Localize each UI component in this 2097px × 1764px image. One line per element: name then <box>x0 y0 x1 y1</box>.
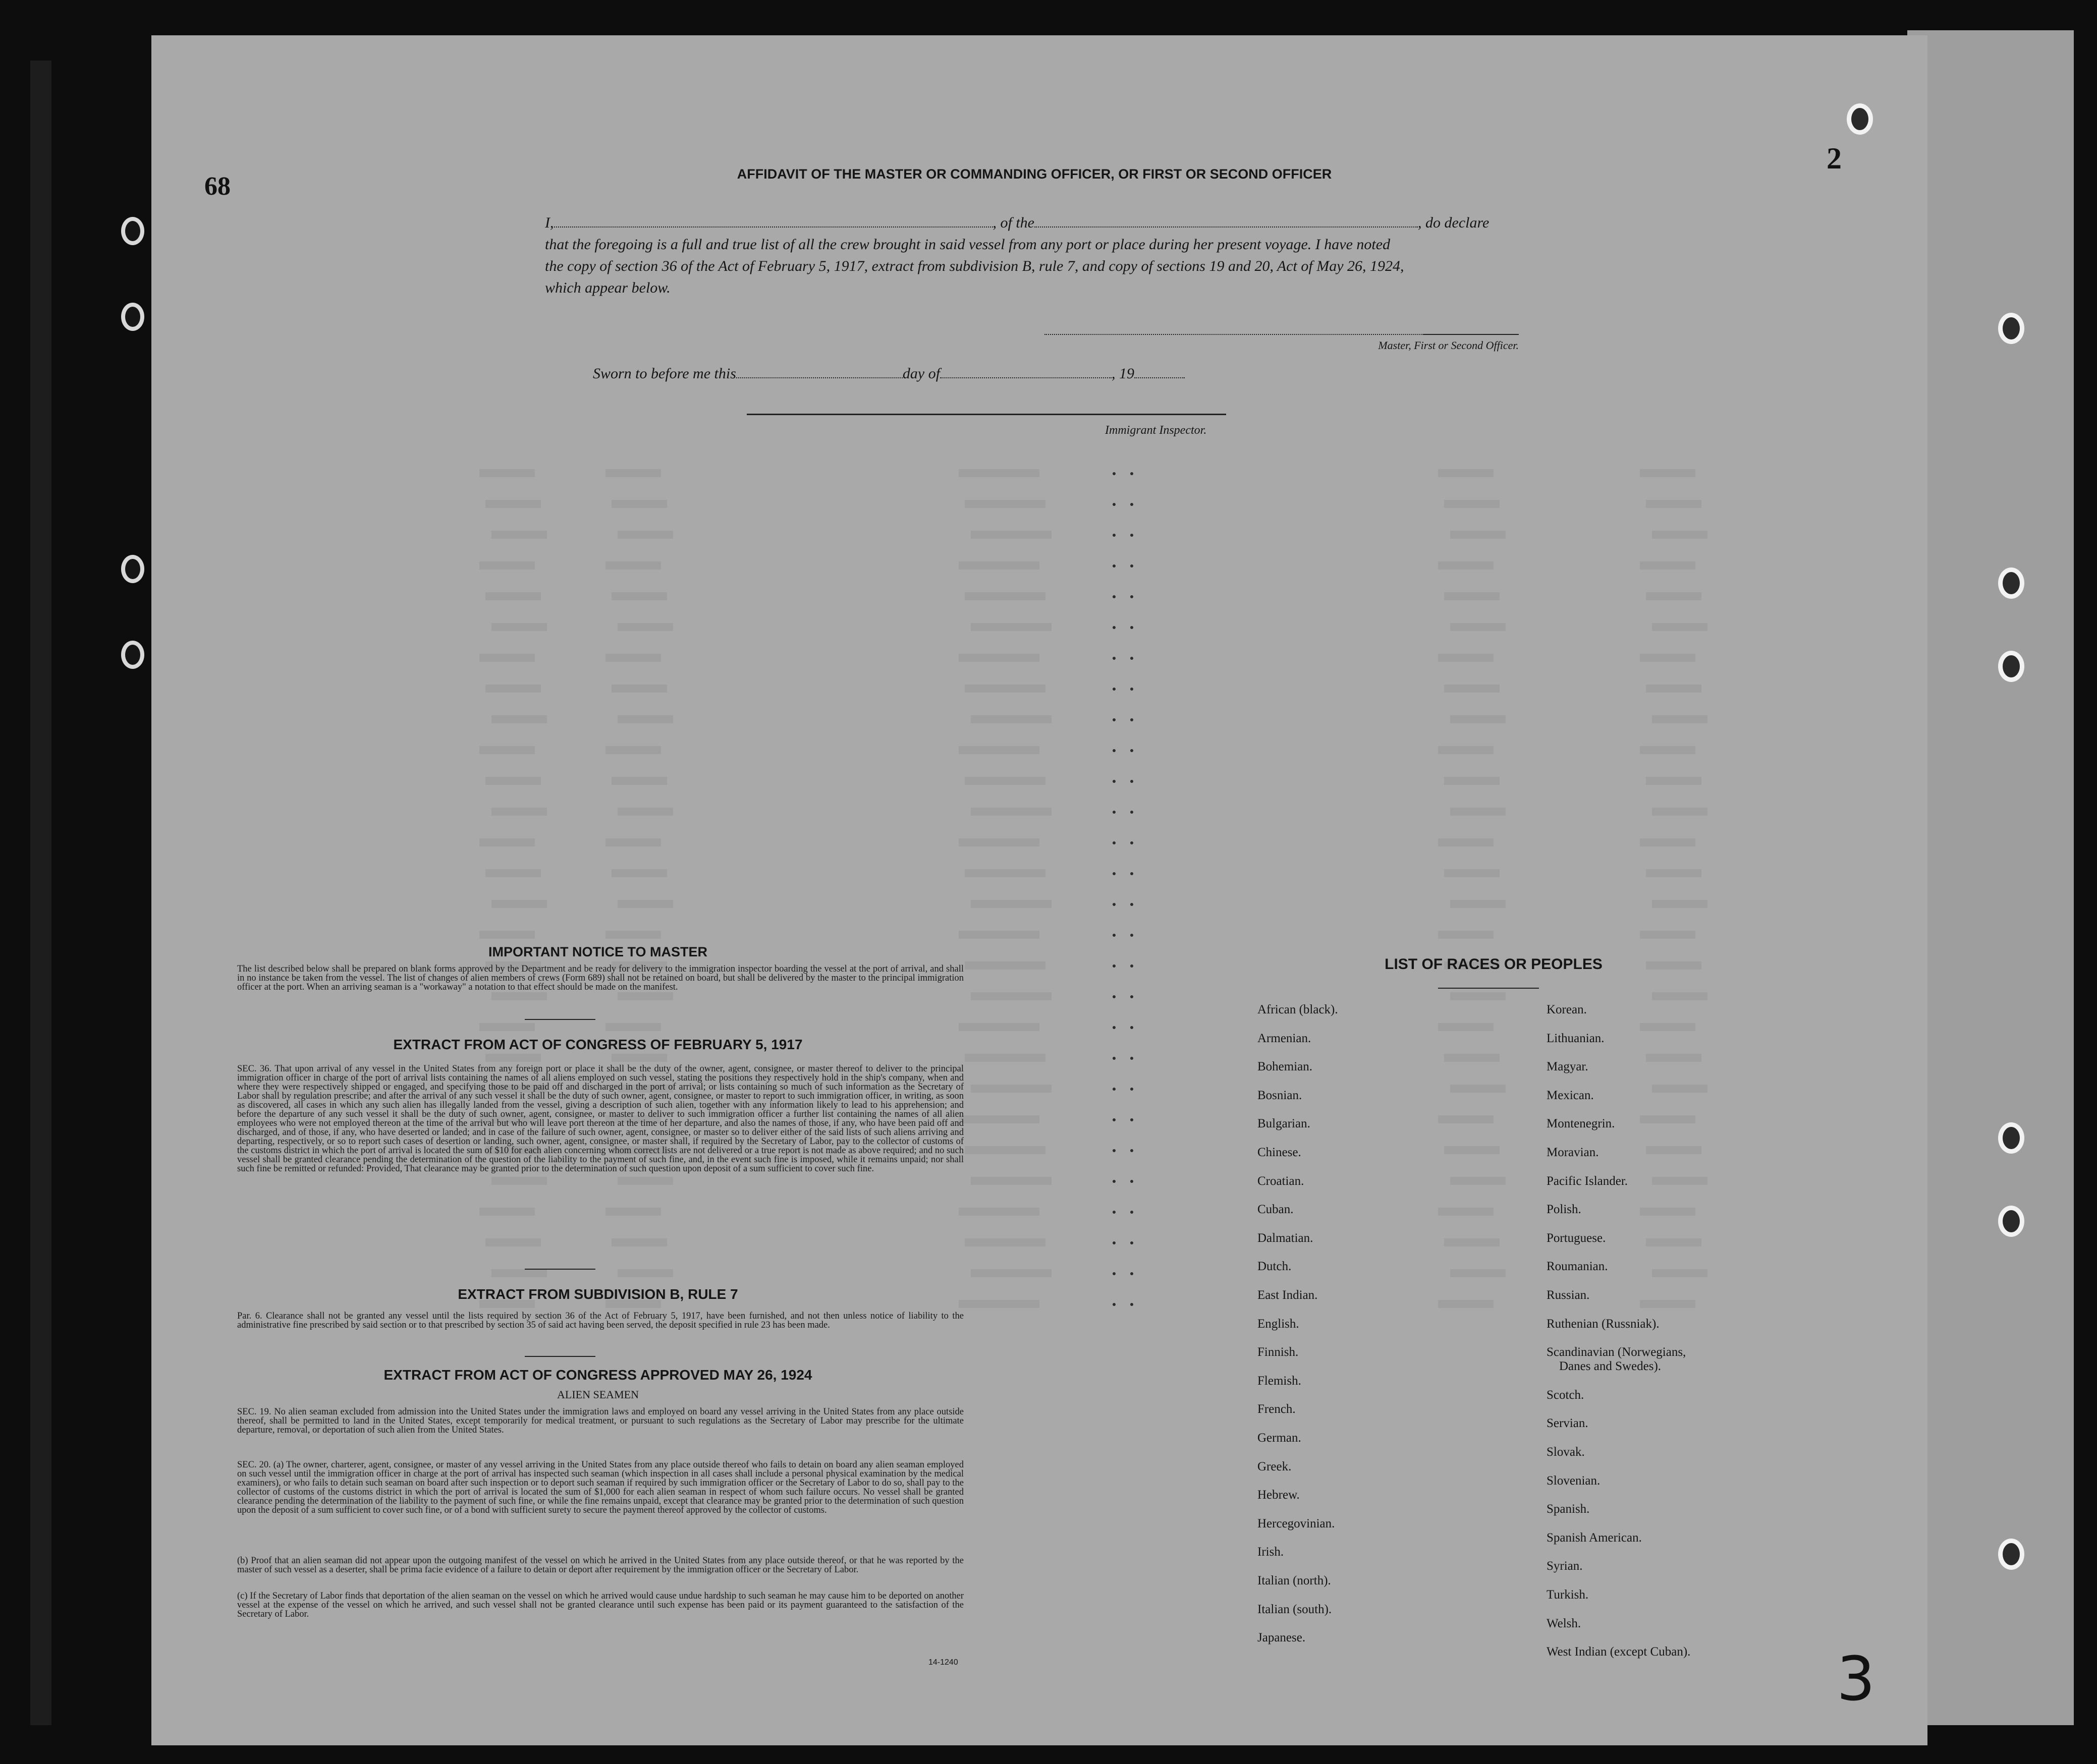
bleed-through-mark <box>1450 623 1506 631</box>
bleed-through-mark <box>479 561 535 570</box>
race-item: West Indian (except Cuban). <box>1547 1645 1691 1659</box>
extract-1924-title: EXTRACT FROM ACT OF CONGRESS APPROVED MAY 26, 1924 <box>383 1367 812 1383</box>
punch-hole <box>1998 651 2024 682</box>
bleed-through-mark <box>618 1177 673 1185</box>
column-dot <box>1130 718 1133 721</box>
bleed-through-mark <box>1652 1269 1707 1277</box>
bleed-through-mark <box>965 1054 1045 1062</box>
race-item: Moravian. <box>1547 1146 1599 1159</box>
column-dot <box>1130 626 1133 629</box>
column-dot <box>1130 657 1133 660</box>
extract-1917-body: SEC. 36. That upon arrival of any vessel in the United States from any foreign port or place it shall be the duty of the owner, agent, consignee, or master thereof to deliver to the principal immigration officer in charge of the port of arrival lists containing the names of all aliens employed on such vessel, stating the positions they respectively hold in the ship's company, when and where they were respectively shipped or engaged, and specifying those to be paid off and discharged in the port of arrival; or lists containing so much of such information as the Secretary of Labor shall by regulation prescribe; and after the arrival of any such vessel it shall be the duty of such owner, agent, consignee, or master to report to such immigration officer, in writing, as soon as discovered, all cases in which any such alien has illegally landed from the vessel, giving a description of such alien, together with any information likely to lead to his apprehension; and before the departure of any such vessel it shall be the duty of such owner, agent, consignee, or master to deliver to such immigration officer a further list containing the names of all alien employees who were not employed thereon at the time of the arrival but who will leave port thereon at the time of her departure, and also the names of those, if any, who have been paid off and discharged, and of those, if any, who have deserted or landed; and in case of the failure of such owner, agent, consignee, or master so to deliver either of the said lists of such aliens arriving and departing, respectively, or so to report such cases of desertion or landing, such owner, agent, consignee, or master shall, if required by the Secretary of Labor, pay to the collector of customs of the customs district in which the port of arrival is located the sum of $10 for each alien concerning whom correct lists are not delivered or a true report is not made as above required; and no such vessel shall be granted clearance pending the determination of the question of the liability to the payment of such fine, and, in the event such fine is imposed, while it remains unpaid; nor shall such fine be remitted or refunded: Provided, That clearance may be granted prior to the determination of such question upon deposit of a sum sufficient to cover such fine. <box>237 1064 964 1174</box>
column-dot <box>1113 934 1116 937</box>
column-dot <box>1113 718 1116 721</box>
column-dot <box>1130 1180 1133 1183</box>
column-dot <box>1130 1149 1133 1152</box>
bleed-through-mark <box>1450 715 1506 723</box>
race-item: Mexican. <box>1547 1088 1594 1102</box>
bleed-through-mark <box>618 715 673 723</box>
bleed-through-mark <box>1450 808 1506 816</box>
bleed-through-mark <box>1646 1054 1701 1062</box>
notice-body: The list described below shall be prepared on blank forms approved by the Department and be ready for delivery to the immigration inspector boarding the vessel at the port of arrival, and shall in no instance be taken from the vessel. The list of changes of alien members of crews (Form 689) shall not be retained on board, but shall be delivered by the master to the principal immigration officer at the port. When an arriving seaman is a "workaway" a notation to that effect should be made on the manifest. <box>237 964 964 992</box>
column-dot <box>1130 534 1133 537</box>
column-dot <box>1130 1211 1133 1214</box>
column-dot <box>1130 780 1133 783</box>
punch-hole <box>1998 1122 2024 1154</box>
column-dot <box>1113 1149 1116 1152</box>
bleed-through-mark <box>1640 838 1695 846</box>
bleed-through-mark <box>959 1115 1039 1123</box>
bleed-through-mark <box>612 1054 667 1062</box>
binder-ring <box>121 641 144 669</box>
races-list-title: LIST OF RACES OR PEOPLES <box>1385 956 1603 973</box>
bleed-through-mark <box>479 931 535 939</box>
bleed-through-mark <box>605 931 661 939</box>
punch-hole <box>1847 103 1873 135</box>
binder-ring <box>121 217 144 245</box>
bleed-through-mark <box>959 838 1039 846</box>
race-item: Chinese. <box>1257 1146 1301 1159</box>
race-item: Bosnian. <box>1257 1088 1302 1102</box>
affidavit-line-3: the copy of section 36 of the Act of February 5, 1917, extract from subdivision B, rule 7, and copy of sections 19 and 20, Act of May 26, 1924, <box>545 258 1404 274</box>
bleed-through-mark <box>1646 685 1701 693</box>
page-mark-corner: 3 <box>1837 1644 1875 1715</box>
column-dot <box>1130 1057 1133 1060</box>
race-item: Lithuanian. <box>1547 1031 1605 1045</box>
column-dot <box>1113 534 1116 537</box>
column-dot <box>1113 811 1116 814</box>
column-dot <box>1130 1118 1133 1121</box>
month-blank <box>940 364 1112 378</box>
column-dot <box>1130 595 1133 598</box>
affidavit-line-1: I, , of the , do declare <box>545 214 1489 231</box>
race-item: Pacific Islander. <box>1547 1174 1628 1188</box>
column-dot <box>1113 503 1116 506</box>
bleed-through-mark <box>612 869 667 877</box>
bleed-through-mark <box>959 561 1039 570</box>
column-dot <box>1113 564 1116 567</box>
bleed-through-mark <box>1652 531 1707 539</box>
bleed-through-mark <box>605 838 661 846</box>
sworn-line: Sworn to before me this day of , 19 <box>593 364 1185 382</box>
bleed-through-mark <box>971 715 1052 723</box>
bleed-through-mark <box>491 623 547 631</box>
bleed-through-mark <box>618 808 673 816</box>
race-item: Hebrew. <box>1257 1488 1300 1502</box>
column-dot <box>1113 1180 1116 1183</box>
bleed-through-mark <box>1444 592 1500 600</box>
column-dot <box>1130 1272 1133 1275</box>
bleed-through-mark <box>1652 808 1707 816</box>
column-dot <box>1113 1241 1116 1244</box>
bleed-through-mark <box>1450 1177 1506 1185</box>
divider <box>1438 988 1539 989</box>
race-item: Danes and Swedes). <box>1559 1359 1662 1374</box>
bleed-through-mark <box>1640 561 1695 570</box>
bleed-through-mark <box>1444 685 1500 693</box>
column-dot <box>1130 1026 1133 1029</box>
bleed-through-mark <box>1438 654 1494 662</box>
page-mark-right: 2 <box>1827 142 1842 175</box>
bleed-through-mark <box>965 777 1045 785</box>
bleed-through-mark <box>1652 900 1707 908</box>
punch-hole <box>1998 313 2024 344</box>
column-dot <box>1130 1088 1133 1091</box>
column-dot <box>1130 995 1133 998</box>
race-item: English. <box>1257 1317 1299 1331</box>
race-item: Greek. <box>1257 1459 1292 1473</box>
race-item: French. <box>1257 1402 1296 1416</box>
bleed-through-mark <box>971 992 1052 1000</box>
bleed-through-mark <box>605 1023 661 1031</box>
sec-20b-text: (b) Proof that an alien seaman did not appear upon the outgoing manifest of the vessel on which he arrived in the United States from any place outside thereof, or that he was reported by the master of such vessel as a deserter, shall be prima facie evidence of a failure to detain or deport after requirement by the immigration officer or the Secretary of Labor. <box>237 1556 964 1575</box>
column-dot <box>1130 841 1133 844</box>
bleed-through-mark <box>612 592 667 600</box>
column-dot <box>1113 657 1116 660</box>
bleed-through-mark <box>959 1208 1039 1216</box>
column-dot <box>1130 1241 1133 1244</box>
divider <box>525 1019 595 1020</box>
column-dot <box>1113 1303 1116 1306</box>
vessel-blank <box>1034 213 1418 227</box>
column-dot <box>1113 749 1116 752</box>
race-item: Servian. <box>1547 1416 1588 1431</box>
race-item: Ruthenian (Russniak). <box>1547 1317 1660 1331</box>
bleed-through-mark <box>1640 1115 1695 1123</box>
column-dot <box>1113 903 1116 906</box>
extract-1924-subtitle: ALIEN SEAMEN <box>557 1388 639 1401</box>
race-item: Magyar. <box>1547 1060 1588 1074</box>
bleed-through-mark <box>485 685 541 693</box>
bleed-through-mark <box>1640 931 1695 939</box>
bleed-through-mark <box>491 531 547 539</box>
bleed-through-mark <box>479 838 535 846</box>
bleed-through-mark <box>965 1238 1045 1246</box>
bleed-through-mark <box>1438 931 1494 939</box>
extract-1917-title: EXTRACT FROM ACT OF CONGRESS OF FEBRUARY 5, 1917 <box>393 1037 803 1052</box>
bleed-through-mark <box>1652 715 1707 723</box>
column-dot <box>1113 872 1116 875</box>
bleed-through-mark <box>605 561 661 570</box>
bleed-through-mark <box>479 654 535 662</box>
underlying-page <box>1907 30 2074 1725</box>
column-dot <box>1113 964 1116 968</box>
bleed-through-mark <box>479 469 535 477</box>
bleed-through-mark <box>959 1300 1039 1308</box>
affidavit-line-4: which appear below. <box>545 279 671 296</box>
bleed-through-mark <box>1450 900 1506 908</box>
bleed-through-mark <box>612 777 667 785</box>
race-item: Croatian. <box>1257 1174 1304 1188</box>
bleed-through-mark <box>971 900 1052 908</box>
bleed-through-mark <box>1444 1054 1500 1062</box>
bleed-through-mark <box>618 1269 673 1277</box>
bleed-through-mark <box>605 1208 661 1216</box>
bleed-through-mark <box>1438 1300 1494 1308</box>
column-dot <box>1130 472 1133 475</box>
bleed-through-mark <box>479 1208 535 1216</box>
bleed-through-mark <box>1646 592 1701 600</box>
bleed-through-mark <box>1640 1023 1695 1031</box>
bleed-through-mark <box>971 808 1052 816</box>
binder-rail <box>30 61 51 1725</box>
bleed-through-mark <box>1444 777 1500 785</box>
column-dot <box>1113 841 1116 844</box>
bleed-through-mark <box>1450 531 1506 539</box>
column-dot <box>1130 964 1133 968</box>
race-item: Welsh. <box>1547 1616 1581 1630</box>
bleed-through-mark <box>1646 1238 1701 1246</box>
sec-19-text: SEC. 19. No alien seaman excluded from admission into the United States under the immigration laws and employed on board any vessel arriving in the United States from any place outside thereof, shall be permitted to land in the United States, except temporarily for medical treatment, or pursuant to such regulations as the Secretary of Labor may prescribe for the ultimate departure, removal, or deportation of such alien from the United States. <box>237 1407 964 1435</box>
bleed-through-mark <box>1438 469 1494 477</box>
bleed-through-mark <box>971 1269 1052 1277</box>
year-blank <box>1134 364 1185 378</box>
bleed-through-mark <box>612 1238 667 1246</box>
race-item: Spanish American. <box>1547 1530 1642 1545</box>
page-mark-left: 68 <box>204 172 231 201</box>
race-item: Turkish. <box>1547 1588 1589 1602</box>
punch-hole <box>1998 1206 2024 1237</box>
bleed-through-mark <box>1444 500 1500 508</box>
column-dot <box>1130 503 1133 506</box>
column-dot <box>1130 903 1133 906</box>
column-dot <box>1113 472 1116 475</box>
affidavit-title: AFFIDAVIT OF THE MASTER OR COMMANDING OFFICER, OR FIRST OR SECOND OFFICER <box>737 166 1332 182</box>
column-dot <box>1113 1272 1116 1275</box>
bleed-through-mark <box>965 961 1045 970</box>
notice-title: IMPORTANT NOTICE TO MASTER <box>488 944 707 959</box>
column-dot <box>1113 688 1116 691</box>
bleed-through-mark <box>1640 746 1695 754</box>
race-item: Montenegrin. <box>1547 1117 1615 1131</box>
race-item: Dalmatian. <box>1257 1231 1313 1245</box>
bleed-through-mark <box>1438 1115 1494 1123</box>
race-item: Slovak. <box>1547 1445 1585 1459</box>
bleed-through-mark <box>1640 1208 1695 1216</box>
race-item: Slovenian. <box>1547 1473 1601 1488</box>
column-dot <box>1130 934 1133 937</box>
sec-20c-text: (c) If the Secretary of Labor finds that deportation of the alien seaman on the vessel on which he arrived would cause undue hardship to such seaman he may cause him to be deported on another vessel at the expense of the vessel on which he arrived, and such vessel shall not be granted clearance until such expense has been paid or its payment guaranteed to the satisfaction of the Secretary of Labor. <box>237 1591 964 1619</box>
bleed-through-mark <box>1652 1085 1707 1093</box>
bleed-through-mark <box>965 1146 1045 1154</box>
bleed-through-mark <box>965 869 1045 877</box>
bleed-through-mark <box>971 623 1052 631</box>
bleed-through-mark <box>1646 869 1701 877</box>
race-item: Russian. <box>1547 1288 1590 1302</box>
bleed-through-mark <box>491 992 547 1000</box>
punch-hole <box>1998 567 2024 599</box>
bleed-through-mark <box>618 531 673 539</box>
form-number: 14-1240 <box>928 1658 958 1667</box>
affidavit-line-2: that the foregoing is a full and true list of all the crew brought in said vessel from any port or place during her present voyage. I have noted <box>545 236 1391 253</box>
bleed-through-mark <box>1640 469 1695 477</box>
affidavit-body <box>545 212 1524 299</box>
bleed-through-mark <box>1640 1300 1695 1308</box>
punch-hole <box>1998 1539 2024 1570</box>
bleed-through-mark <box>1444 1238 1500 1246</box>
bleed-through-mark <box>959 469 1039 477</box>
column-dot <box>1113 1026 1116 1029</box>
divider <box>525 1356 595 1357</box>
bleed-through-mark <box>612 500 667 508</box>
bleed-through-mark <box>1444 869 1500 877</box>
column-dot <box>1113 780 1116 783</box>
bleed-through-mark <box>1450 992 1506 1000</box>
column-dot <box>1130 872 1133 875</box>
bleed-through-mark <box>479 1023 535 1031</box>
bleed-through-mark <box>1646 1146 1701 1154</box>
race-item: Irish. <box>1257 1545 1284 1559</box>
bleed-through-mark <box>959 931 1039 939</box>
race-item: Scotch. <box>1547 1388 1584 1402</box>
bleed-through-mark <box>485 500 541 508</box>
bleed-through-mark <box>485 592 541 600</box>
bleed-through-mark <box>1438 1208 1494 1216</box>
signature-line-end <box>1423 334 1519 335</box>
bleed-through-mark <box>491 808 547 816</box>
bleed-through-mark <box>1652 623 1707 631</box>
bleed-through-mark <box>1438 746 1494 754</box>
bleed-through-mark <box>491 1177 547 1185</box>
column-dot <box>1113 995 1116 998</box>
bleed-through-mark <box>1652 992 1707 1000</box>
race-item: Scandinavian (Norwegians, <box>1547 1345 1686 1359</box>
race-item: Dutch. <box>1257 1260 1292 1274</box>
column-dot <box>1130 1303 1133 1306</box>
signature-label: Master, First or Second Officer. <box>1378 339 1519 352</box>
bleed-through-mark <box>1450 1085 1506 1093</box>
bleed-through-mark <box>1652 1177 1707 1185</box>
race-item: African (black). <box>1257 1003 1338 1016</box>
bleed-through-mark <box>1646 961 1701 970</box>
race-item: Polish. <box>1547 1203 1581 1217</box>
bleed-through-mark <box>1438 1023 1494 1031</box>
bleed-through-mark <box>1438 561 1494 570</box>
bleed-through-mark <box>1438 838 1494 846</box>
column-dot <box>1113 595 1116 598</box>
race-item: German. <box>1257 1431 1301 1445</box>
bleed-through-mark <box>1646 777 1701 785</box>
bleed-through-mark <box>965 592 1045 600</box>
bleed-through-mark <box>959 746 1039 754</box>
bleed-through-mark <box>971 1177 1052 1185</box>
column-dot <box>1130 811 1133 814</box>
bleed-through-mark <box>491 715 547 723</box>
bleed-through-mark <box>485 1054 541 1062</box>
bleed-through-mark <box>1646 500 1701 508</box>
race-item: Korean. <box>1547 1003 1587 1016</box>
race-item: Italian (north). <box>1257 1574 1331 1587</box>
bleed-through-mark <box>605 654 661 662</box>
inspector-signature-line <box>747 414 1226 415</box>
bleed-through-mark <box>605 469 661 477</box>
bleed-through-mark <box>1640 654 1695 662</box>
race-item: Bohemian. <box>1257 1060 1313 1074</box>
race-item: Portuguese. <box>1547 1231 1606 1245</box>
bleed-through-mark <box>971 1085 1052 1093</box>
sec-20a-text: SEC. 20. (a) The owner, charterer, agent, consignee, or master of any vessel arriving in the United States from any place outside thereof who fails to detain on board any alien seaman employed on such vessel until the immigration officer in charge at the port of arrival has inspected such seaman (which inspection in all cases shall include a personal physical examination by the medical examiners), or who fails to detain such seaman on board after such inspection or to deport such seaman if required by such immigration officer or the Secretary of Labor to do so, shall pay to the collector of customs of the customs district in which the port of arrival is located the sum of $1,000 for each alien seaman in respect of whom such failure occurs. No vessel shall be granted clearance pending the determination of the liability to the payment of such fine, or while the fine remains unpaid, except that clearance may be granted prior to the determination of such question upon the deposit of a sum sufficient to cover such fine, or of a bond with sufficient surety to secure the payment thereof approved by the collector of customs. <box>237 1460 964 1515</box>
column-dot <box>1113 1118 1116 1121</box>
bleed-through-mark <box>959 1023 1039 1031</box>
race-item: Armenian. <box>1257 1031 1311 1045</box>
race-item: Hercegovinian. <box>1257 1516 1335 1530</box>
bleed-through-mark <box>491 1269 547 1277</box>
column-dot <box>1113 1211 1116 1214</box>
race-item: Italian (south). <box>1257 1602 1332 1616</box>
column-dot <box>1130 749 1133 752</box>
bleed-through-mark <box>1444 1146 1500 1154</box>
column-dot <box>1113 626 1116 629</box>
binder-ring <box>121 303 144 331</box>
bleed-through-mark <box>491 900 547 908</box>
race-item: Flemish. <box>1257 1374 1301 1388</box>
bleed-through-mark <box>485 777 541 785</box>
race-item: Bulgarian. <box>1257 1117 1310 1131</box>
bleed-through-mark <box>479 746 535 754</box>
bleed-through-mark <box>1450 1269 1506 1277</box>
race-item: Spanish. <box>1547 1502 1590 1516</box>
bleed-through-mark <box>618 623 673 631</box>
column-dot <box>1130 564 1133 567</box>
bleed-through-mark <box>612 685 667 693</box>
inspector-label: Immigrant Inspector. <box>1105 424 1207 437</box>
column-dot <box>1130 688 1133 691</box>
bleed-through-mark <box>618 992 673 1000</box>
day-blank <box>736 364 903 378</box>
race-item: Finnish. <box>1257 1345 1299 1359</box>
race-item: Syrian. <box>1547 1559 1583 1573</box>
bleed-through-mark <box>485 869 541 877</box>
divider <box>525 1269 595 1270</box>
race-item: East Indian. <box>1257 1288 1318 1302</box>
column-dot <box>1113 1057 1116 1060</box>
bleed-through-mark <box>485 1238 541 1246</box>
race-item: Japanese. <box>1257 1631 1306 1645</box>
bleed-through-mark <box>965 685 1045 693</box>
extract-rule7-body: Par. 6. Clearance shall not be granted any vessel until the lists required by section 36 of the Act of February 5, 1917, have been furnished, and not then unless notice of liability to the administrative fine prescribed by said section or to that prescribed by section 35 of said act having been served, the deposit specified in rule 23 has been made. <box>237 1311 964 1330</box>
race-item: Cuban. <box>1257 1203 1294 1217</box>
race-item: Roumanian. <box>1547 1260 1608 1274</box>
bleed-through-mark <box>618 900 673 908</box>
bleed-through-mark <box>971 531 1052 539</box>
column-dot <box>1113 1088 1116 1091</box>
bleed-through-mark <box>605 746 661 754</box>
extract-rule7-title: EXTRACT FROM SUBDIVISION B, RULE 7 <box>458 1286 738 1302</box>
bleed-through-mark <box>965 500 1045 508</box>
binder-ring <box>121 555 144 583</box>
bleed-through-mark <box>959 654 1039 662</box>
name-blank <box>554 213 993 227</box>
